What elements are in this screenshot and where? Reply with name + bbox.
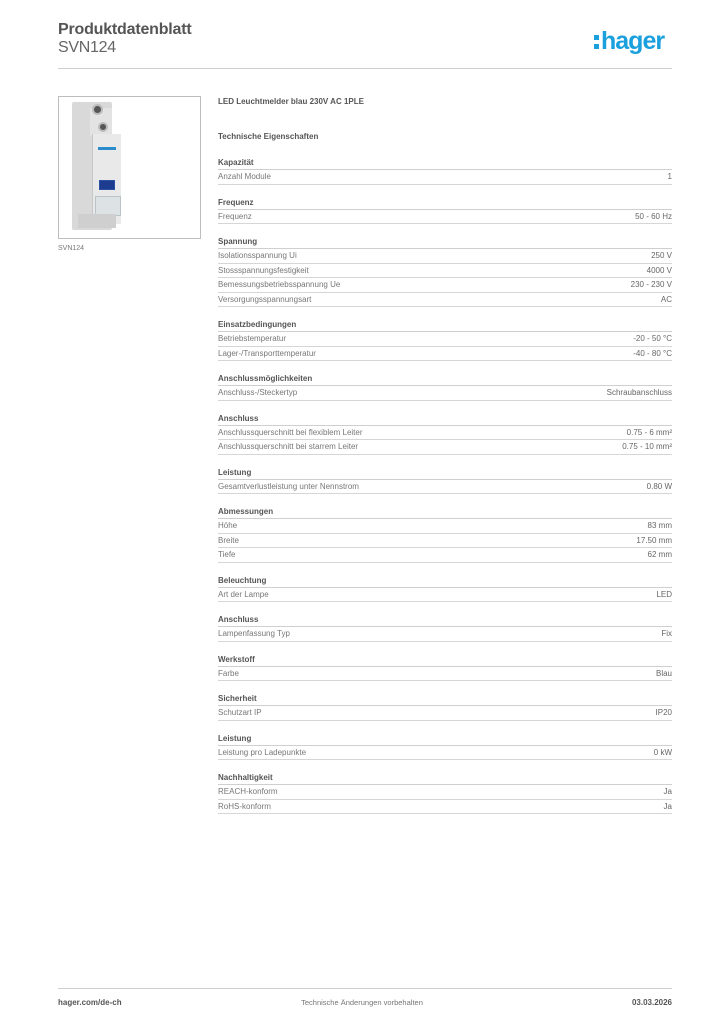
spec-section-title: Anschluss [218,614,672,627]
spec-label: Anschlussquerschnitt bei flexiblem Leiter [218,427,363,437]
spec-row [218,800,672,815]
spec-section [218,575,672,603]
spec-value: -40 - 80 °C [633,348,672,358]
spec-row [218,746,672,761]
spec-section [218,197,672,225]
spec-label: Lager-/Transporttemperatur [218,348,316,358]
spec-section-title: Leistung [218,467,672,480]
spec-row [218,210,672,225]
spec-row [218,534,672,549]
spec-label: Bemessungsbetriebsspannung Ue [218,280,341,289]
spec-section [218,693,672,721]
spec-label: Anzahl Module [218,172,271,181]
device-window [95,196,121,216]
spec-row [218,293,672,308]
spec-sections [218,157,672,814]
spec-section-title: Nachhaltigkeit [218,772,672,785]
spec-value: -20 - 50 °C [633,334,672,343]
tech-properties-title: Technische Eigenschaften [218,132,319,141]
spec-value: Schraubanschluss [606,388,672,397]
hager-logo [594,27,664,56]
spec-value: 1 [667,172,672,181]
screw-icon [92,104,103,115]
document-title: Produktdatenblatt [58,21,192,38]
spec-row [218,278,672,293]
spec-section [218,319,672,361]
spec-label: Frequenz [218,211,252,221]
spec-section-title: Beleuchtung [218,575,672,588]
spec-section-title: Werkstoff [218,654,672,667]
spec-row [218,706,672,721]
footer-date: 03.03.2026 [631,998,672,1007]
spec-section-title: Anschluss [218,413,672,426]
spec-section-title: Leistung [218,733,672,746]
spec-row [218,426,672,441]
spec-value: 0.75 - 6 mm² [626,427,672,437]
spec-section [218,373,672,401]
spec-row [218,480,672,495]
spec-row [218,264,672,279]
spec-value: 0.80 W [646,481,672,491]
spec-section-title: Frequenz [218,197,672,210]
footer-disclaimer: Technische Änderungen vorbehalten [301,998,423,1007]
spec-row [218,170,672,185]
spec-label: Betriebstemperatur [218,334,287,343]
spec-section-title: Abmessungen [218,506,672,519]
spec-row [218,347,672,362]
spec-section [218,772,672,814]
spec-row [218,386,672,401]
spec-label: Lampenfassung Typ [218,629,290,638]
blue-led-icon [99,180,115,190]
spec-label: REACH-konform [218,787,278,796]
spec-label: Gesamtverlustleistung unter Nennstrom [218,481,359,491]
product-image-caption: SVN124 [58,245,85,252]
spec-section [218,413,672,455]
device-bottom [78,214,116,228]
spec-value: 83 mm [647,521,672,530]
spec-label: Versorgungsspannungsart [218,294,312,304]
spec-value: IP20 [655,708,672,717]
spec-section [218,467,672,495]
logo-text: hager [601,27,665,55]
spec-content [218,96,672,814]
spec-label: Farbe [218,668,239,678]
spec-section [218,506,672,563]
header-divider [58,68,672,69]
spec-label: Tiefe [218,550,236,559]
spec-label: Anschlussquerschnitt bei starrem Leiter [218,442,359,451]
spec-row [218,440,672,455]
article-number: SVN124 [58,39,116,56]
spec-label: Schutzart IP [218,708,262,717]
spec-label: Art der Lampe [218,589,269,599]
spec-label: Leistung pro Ladepunkte [218,747,307,757]
spec-label: Anschluss-/Steckertyp [218,388,298,397]
spec-section-title: Kapazität [218,157,672,170]
spec-section-title: Anschlussmöglichkeiten [218,373,672,386]
spec-section [218,614,672,642]
spec-value: LED [656,589,672,599]
spec-row [218,785,672,800]
spec-value: 0 kW [653,747,672,757]
spec-value: Ja [663,787,672,796]
spec-value: Blau [655,668,672,678]
spec-label: Isolationsspannung Ui [218,251,297,260]
spec-label: Breite [218,535,239,545]
spec-value: Ja [663,801,672,811]
spec-label: Höhe [218,521,238,530]
spec-row [218,332,672,347]
spec-section [218,157,672,185]
spec-row [218,588,672,603]
product-name: LED Leuchtmelder blau 230V AC 1PLE [218,97,364,106]
spec-row [218,548,672,563]
spec-row [218,667,672,682]
spec-section-title: Sicherheit [218,693,672,706]
spec-row [218,627,672,642]
spec-value: 250 V [651,251,672,260]
spec-value: 17.50 mm [636,535,672,545]
spec-row [218,249,672,264]
spec-value: Fix [661,629,672,638]
spec-label: RoHS-konform [218,801,271,811]
logo-colon-icon [594,32,599,50]
spec-value: 230 - 230 V [630,280,672,289]
spec-section-title: Einsatzbedingungen [218,319,672,332]
footer-divider [58,988,672,989]
spec-label: Stossspannungsfestigkeit [218,265,309,275]
spec-value: 0.75 - 10 mm² [622,442,672,451]
spec-value: AC [660,294,672,304]
spec-section [218,236,672,307]
spec-value: 62 mm [647,550,672,559]
screw-icon [98,122,108,132]
spec-section [218,654,672,682]
footer-website[interactable]: hager.com/de-ch [58,998,122,1007]
spec-row [218,519,672,534]
device-brand-label [98,147,116,150]
spec-value: 4000 V [646,265,672,275]
spec-section-title: Spannung [218,236,672,249]
spec-value: 50 - 60 Hz [635,211,672,221]
spec-section [218,733,672,761]
